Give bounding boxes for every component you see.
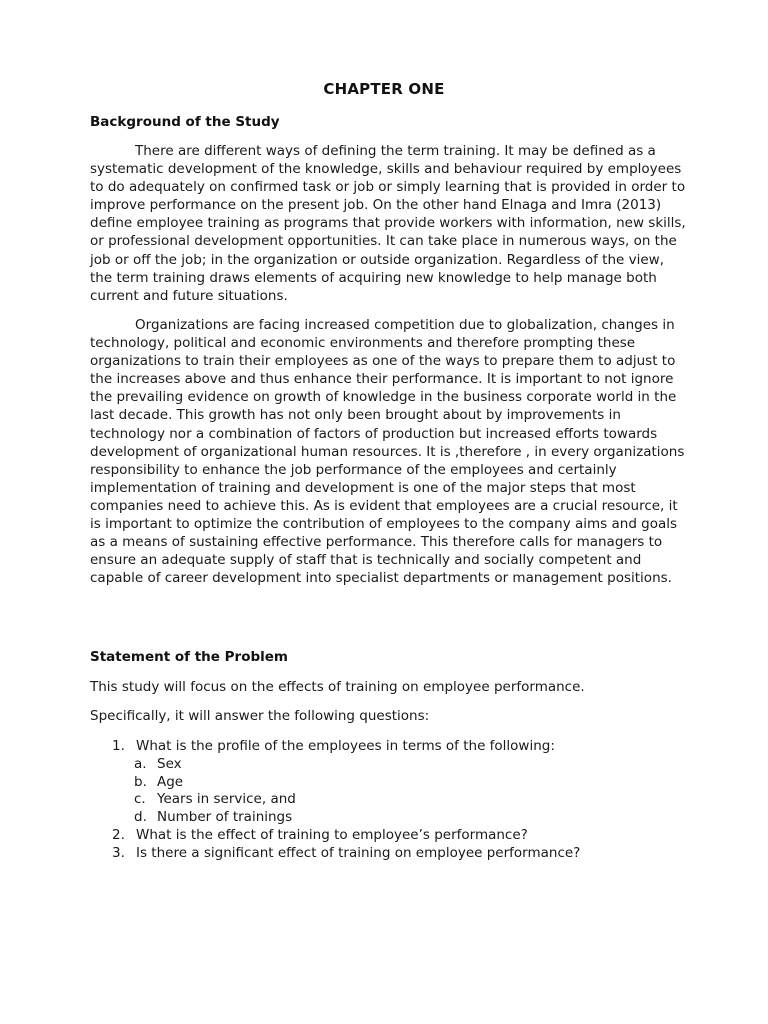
paragraph-line: to do adequately on confirmed task or job or simply learning that is provided in order to xyxy=(90,179,686,196)
sub-list-item xyxy=(90,809,690,827)
background-paragraph-2 xyxy=(90,316,690,587)
sub-item-text: Age xyxy=(157,773,184,790)
research-questions-list xyxy=(90,738,690,863)
paragraph-line: is important to optimize the contribution of employees to the company aims and goals xyxy=(90,516,678,533)
sub-item-text: Number of trainings xyxy=(157,809,293,826)
sub-item-text: Sex xyxy=(157,755,182,772)
sub-list-item xyxy=(90,774,690,792)
chapter-title: CHAPTER ONE xyxy=(323,80,445,98)
paragraph-line: the term training draws elements of acquiring new knowledge to help manage both xyxy=(90,269,657,286)
sub-item-letter: b. xyxy=(134,773,147,790)
paragraph-line: ensure an adequate supply of staff that is technically and socially competent and xyxy=(90,552,642,569)
paragraph-line: development of organizational human resources. It is ,therefore , in every organizations xyxy=(90,443,685,460)
paragraph-line: technology, political and economic environments and therefore prompting these xyxy=(90,335,636,352)
list-item xyxy=(90,738,690,756)
sub-list-item xyxy=(90,756,690,774)
question-text: What is the effect of training to employee’s performance? xyxy=(136,826,528,843)
background-heading: Background of the Study xyxy=(90,114,280,130)
list-item xyxy=(90,827,690,845)
paragraph-line: the prevailing evidence on growth of knowledge in the business corporate world in the xyxy=(90,389,677,406)
paragraph-line: job or off the job; in the organization or outside organization. Regardless of the view, xyxy=(90,251,664,268)
list-item xyxy=(90,845,690,863)
problem-intro: This study will focus on the effects of training on employee performance. xyxy=(90,679,585,695)
paragraph-line: last decade. This growth has not only been brought about by improvements in xyxy=(90,407,621,424)
sub-list-item xyxy=(90,791,690,809)
paragraph-line: define employee training as programs that provide workers with information, new skills, xyxy=(90,215,686,232)
question-number: 3. xyxy=(112,844,125,861)
paragraph-line: the increases above and thus enhance their performance. It is important to not ignore xyxy=(90,371,674,388)
paragraph-line: capable of career development into specialist departments or management positions. xyxy=(90,570,672,587)
question-number: 2. xyxy=(112,826,125,843)
paragraph-line: current and future situations. xyxy=(90,287,288,304)
paragraph-line: Organizations are facing increased competition due to globalization, changes in xyxy=(135,317,675,333)
paragraph-line: implementation of training and development is one of the major steps that most xyxy=(90,479,636,496)
background-paragraph-1 xyxy=(90,142,690,305)
paragraph-line: companies need to achieve this. As is evident that employees are a crucial resource, it xyxy=(90,497,678,514)
question-text: Is there a significant effect of training on employee performance? xyxy=(136,844,581,861)
sub-item-letter: d. xyxy=(134,809,147,826)
sub-item-letter: c. xyxy=(134,791,146,808)
paragraph-line: There are different ways of defining the term training. It may be defined as a xyxy=(135,143,656,159)
sub-item-letter: a. xyxy=(134,755,147,772)
sub-item-text: Years in service, and xyxy=(157,791,296,808)
question-text: What is the profile of the employees in terms of the following: xyxy=(136,738,555,754)
question-number: 1. xyxy=(112,738,125,754)
paragraph-line: or professional development opportunities. It can take place in numerous ways, on the xyxy=(90,233,677,250)
paragraph-line: as a means of sustaining effective performance. This therefore calls for managers to xyxy=(90,534,663,551)
problem-heading: Statement of the Problem xyxy=(90,649,288,665)
paragraph-line: technology nor a combination of factors of production but increased efforts towards xyxy=(90,425,658,442)
paragraph-line: organizations to train their employees as one of the ways to prepare them to adjust to xyxy=(90,353,676,370)
problem-lead: Specifically, it will answer the following questions: xyxy=(90,708,430,724)
paragraph-line: improve performance on the present job. On the other hand Elnaga and Imra (2013) xyxy=(90,197,662,214)
paragraph-line: responsibility to enhance the job performance of the employees and certainly xyxy=(90,461,617,478)
paragraph-line: systematic development of the knowledge, skills and behaviour required by employees xyxy=(90,161,682,178)
